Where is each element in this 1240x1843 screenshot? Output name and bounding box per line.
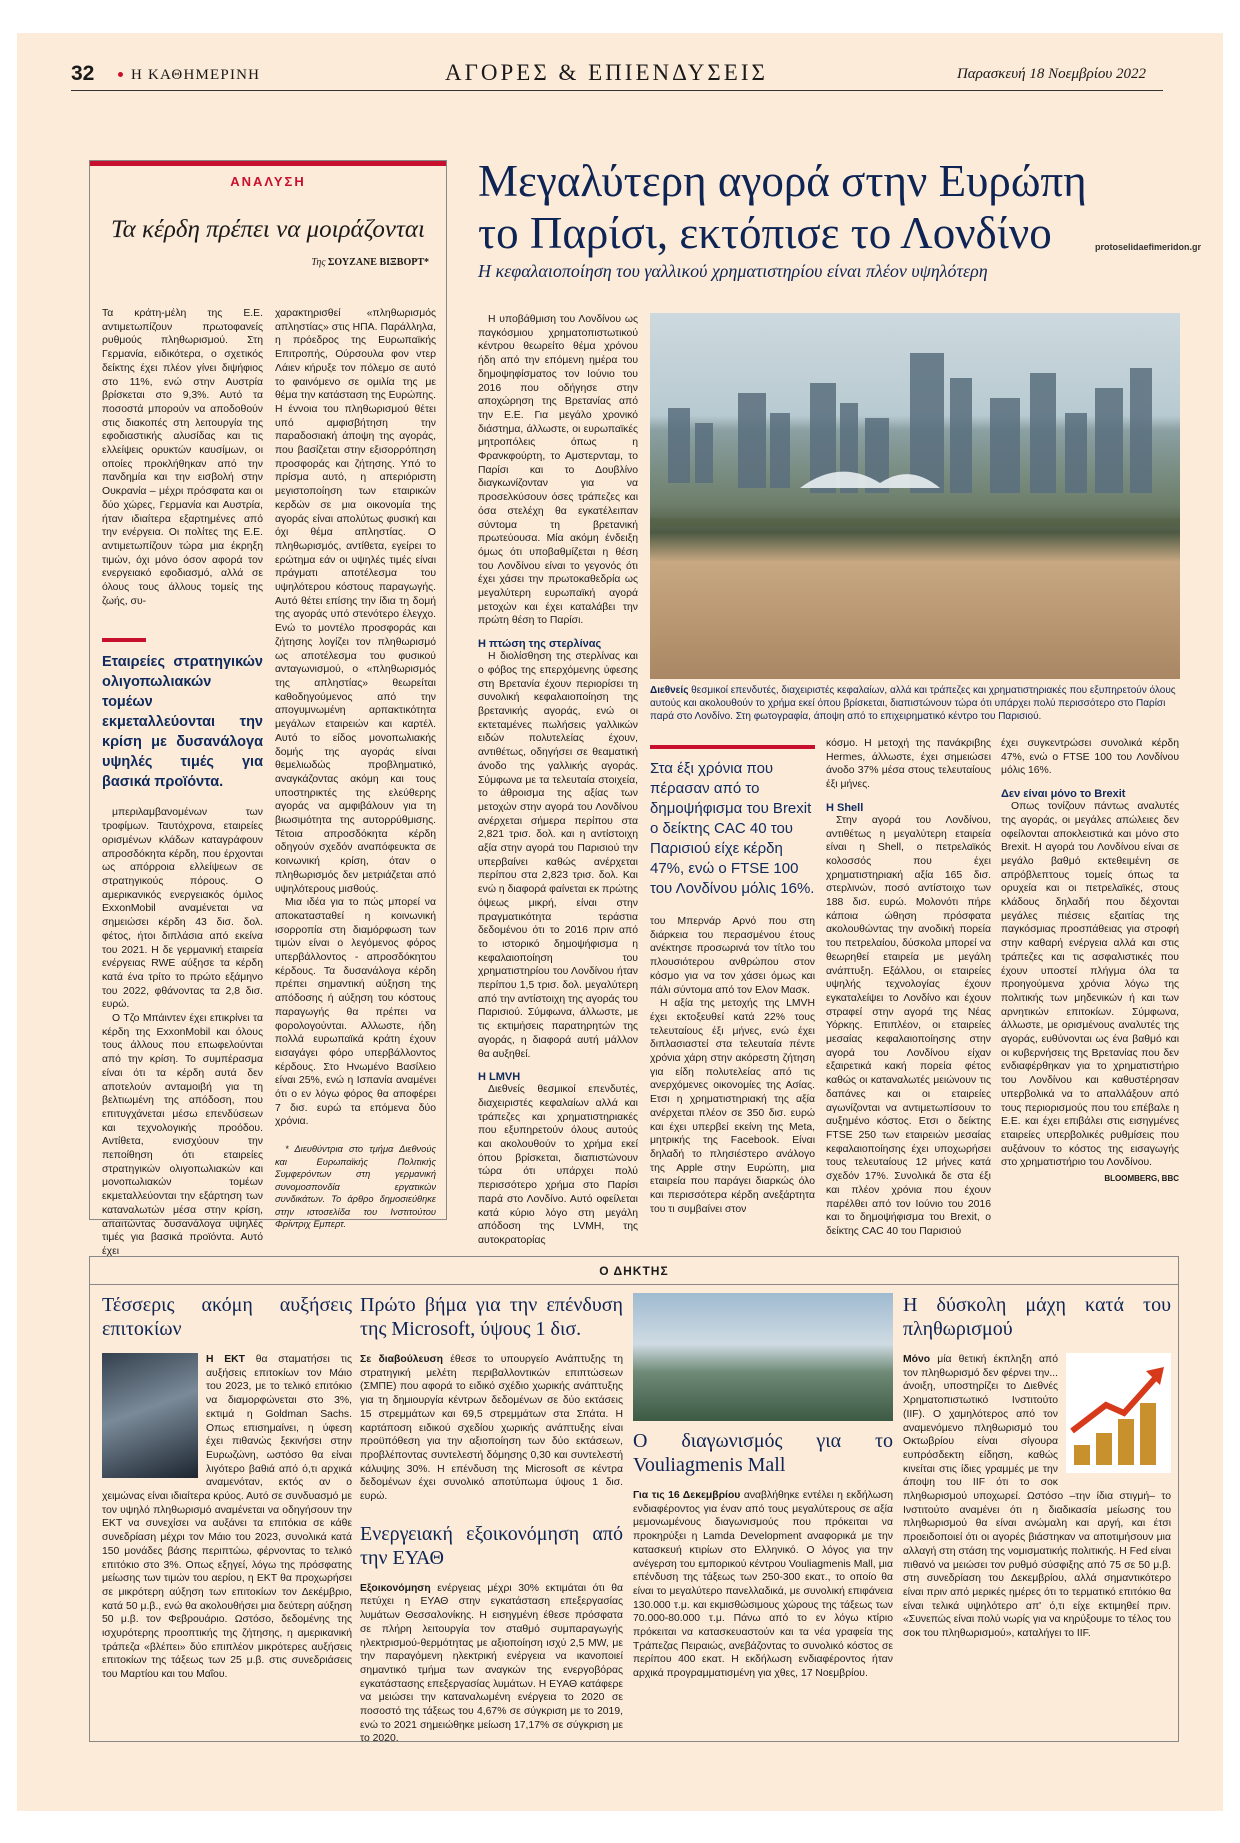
- analysis-box: [89, 160, 447, 1257]
- brief-vouliagmenis-mall: Ο διαγωνισμός για το Vouliagmenis Mall Για τις 16 Δεκεμβρίου αναβλήθηκε εντέλει η εκδήλωση ενδιαφέροντος για έναν από τους μεγαλύτερους σε αξία μεμονωμένους διαγωνισμούς που πρόκειται να προκηρύξει η Lamda Development αναφορικά με την κατασκευή κτιρίων στο Ελληνικό. Ο λόγος για την ανέγερση του εμπορικού κέντρου Vouliagmenis Mall, μια επένδυση της τάξεως των 250-300 εκατ., το οποίο θα είναι το μεγαλύτερο πανελλαδικά, με συνολική επιφάνεια 130.000 τ.μ. και εκμισθώσιμους χώρους της τάξεως των 70.000-80.000 τ.μ. Πάνω από το εν λόγω κτίριο πρόκειται να κατασκευαστούν και τα νέα γραφεία της Τράπεζας Πειραιώς, ανεβάζοντας το συνολικό κόστος σε περίπου 400 εκατ. Η εκδήλωση ενδιαφέροντος ήταν αρχικά προγραμματισμένη για χθες, 17 Νοεμβρίου.: [633, 1293, 893, 1681]
- rising-coins-arrow-icon: [1066, 1353, 1171, 1473]
- analysis-column-2: χαρακτηρισθεί «πληθωρισμός απληστίας» στις ΗΠΑ. Παράλληλα, η πρόεδρος της Ευρωπαϊκής Επιτροπής, Ούρσουλα φον ντερ Λάιεν κήρυξε τον πόλεμο σε αυτό το φαινόμενο σε ομιλία της με θέμα την κατάσταση της Ευρώπης. Η έννοια του πληθωρισμού θέτει υπό αμφισβήτηση την παραδοσιακή άποψη της αγοράς, που βασίζεται στην εξισορρόπηση προσφοράς και ζήτησης. Υπό το πρίσμα αυτό, η απεριόριστη μεγιστοποίηση των εταιρικών κερδών σε μια οικονομία της αγοράς είναι απολύτως φυσική και όχι θέμα απληστίας. Ο πληθωρισμός, αντίθετα, εγείρει το ερώτημα εάν οι υψηλές τιμές είναι πράγματι αποτέλεσμα του υψηλότερου κόστους παραγωγής. Αυτό θέτει επίσης την ίδια τη δομή της αγοράς υπό στενότερο έλεγχο. Ενώ το μοντέλο προσφοράς και ζήτησης λογίζει τον πληθωρισμό ως αποτέλεσμα του φυσικού ανταγωνισμού, ο «πληθωρισμός της απληστίας» θεωρείται καθοδηγούμενος από την απογυμνωμένη αρπακτικότητα μεγάλων εταιρειών και καρτέλ. Αυτό το είδος μονοπωλιακής δομής της αγοράς είναι θεμελιωδώς προβληματικό, αναγκάζοντας ακόμη και τους υποστηρικτές της ελεύθερης αγοράς να αμφιβάλουν για τη βιωσιμότητα της αυτορρύθμισης. Τέτοια απροσδόκητα κέρδη οδηγούν σχεδόν αναπόφευκτα σε κοινωνική κρίση, όταν ο πληθωρισμός δεν μετριάζεται από υψηλότερους μισθούς. Μια ιδέα για το πώς μπορεί να αποκατασταθεί η κοινωνική ισορροπία στη διαμόρφωση των τιμών είναι ο λεγόμενος φόρος υπερβάλλοντος - απροσδόκητου κέρδους. Τα δυσανάλογα κέρδη πρέπει σημαντική αύξηση της απόδοσης ή αύξηση του κόστους παραγωγής θα πρέπει να φορολογούνται. Αλλωστε, ήδη πολλά ευρωπαϊκά κράτη έχουν εισαγάγει φόρο υπερβάλλοντος κέρδους. Στο Ηνωμένο Βασίλειο είναι 25%, ενώ η Ισπανία αναμένει ότι ο εν λόγω φόρος θα αποφέρει 7 δισ. ευρώ τα επόμενα δύο χρόνια. * Διευθύντρια στο τμήμα Διεθνούς και Ευρωπαϊκής Πολιτικής Συμφερόντων στη γερμανική συνομοσπονδία εργατικών συνδικάτων. Το άρθρο δημοσιεύθηκε στην ιστοσελίδα του Ινστιτούτου Φρίντριχ Εμπερτ.: [275, 308, 436, 1230]
- newspaper-name: Η ΚΑΘΗΜΕΡΙΝΗ: [118, 67, 260, 84]
- header-rule: [71, 90, 1163, 91]
- source-credit: BLOOMBERG, BBC: [1104, 1174, 1179, 1184]
- source-watermark: protoselidaefimeridon.gr: [1095, 242, 1202, 252]
- main-column-4: έχει συγκεντρώσει συνολικά κέρδη 47%, ενώ ο FTSE 100 του Λονδίνου μόλις 16%. Δεν είναι μόνο το Brexit Οπως τονίζουν πάντως αναλυτές της αγοράς, οι μεγάλες απώλειες δεν οφείλονται αποκλειστικά και μόνο στο Brexit. Η αγορά του Λονδίνου είναι σε μεγάλο βαθμό εκτεθειμένη σε απρόβλεπτους τομείς όπως τα ορυχεία και οι πετρελαϊκές, στους κλάδους δηλαδή που δέχονται μεγάλες πιέσεις εξαιτίας της παγκόσμιας προσπάθειας για στροφή στην καθαρή ενέργεια αλλά και στις τράπεζες και τις ασφαλιστικές που έχουν υποστεί πλήγμα όλα τα προηγούμενα χρόνια λόγω της πολιτικής των μηδενικών ή και των αρνητικών επιτοκίων. Σύμφωνα, άλλωστε, με ορισμένους αναλυτές της αγοράς, ευθύνονται ως ένα βαθμό και οι κυβερνήσεις της Βρετανίας που δεν ενδιαφέρθηκαν για το χρηματιστήριο του Λονδίνου και καθυστέρησαν υπερβολικά να το απαλλάξουν από τους περιορισμούς που του επέβαλε η Ε.Ε. και έχει επιβάλει στις εισηγμένες εταιρείες υπερβολικές ρυθμίσεις που αυξάνουν το κόστος της εισαγωγής στο χρηματιστήριο του Λονδίνου. BLOOMBERG, BBC: [1001, 738, 1179, 1184]
- analysis-column-1: Τα κράτη-μέλη της Ε.Ε. αντιμετωπίζουν πρωτοφανείς ρυθμούς πληθωρισμού. Στη Γερμανία, ειδικότερα, ο σχετικός δείκτης έχει πλέον γίνει διψήφιος στο 11%, ενώ στην Αυστρία βρίσκεται στο 9,3%. Αυτό τα ποσοστά μπορούν να αποδοθούν στις διακοπές στη λειτουργία της εφοδιαστικής αλυσίδας και τις ελλείψεις ορυκτών καυσίμων, οι οποίες προκλήθηκαν από την πανδημία και την εισβολή στην Ουκρανία – μέχρι πρόσφατα και οι δύο χώρες, Γερμανία και Αυστρία, ήταν ιδιαίτερα εξαρτημένες από την ενέργεια. Οι πολίτες της Ε.Ε. αντιμετωπίζουν τώρα μια έκρηξη τιμών, όχι μόνο όσον αφορά τον ενεργειακό εφοδιασμό, αλλά σε όλους τους άλλους τομείς της ζωής, συ- Εταιρείες στρατηγικών ολιγοπωλιακών τομέων εκμεταλλεύονται την κρίση με δυσανάλογα υψηλές τιμές για βασικά προϊόντα. μπεριλαμβανομένων των τροφίμων. Ταυτόχρονα, εταιρείες ορισμένων κλάδων καταγράφουν απροσδόκητα κέρδη, που έρχονται ως απόρροια ελλείψεων σε στρατηγικούς πόρους. Ο αμερικανικός ενεργειακός όμιλος ExxonMobil αναμένεται να σημειώσει κέρδη 43 δισ. δολ. φέτος, ήτοι διπλάσια από εκείνα του 2021. Η δε γερμανική εταιρεία ενέργειας RWE αύξησε τα κέρδη κατά ένα τρίτο το πρώτο εξάμηνο του 2022, φθάνοντας τα 2,8 δισ. ευρώ. Ο Τζο Μπάιντεν έχει επικρίνει τα κέρδη της ExxonMobil και όλους τους άλλους που επωφελούνται από την κρίση. Το συμπέρασμα είναι ότι τα κέρδη αυτά δεν αποτελούν ανταμοιβή για τη βελτιωμένη της απόδοση, που επιτυγχάνεται μέσω επενδύσεων και τεχνολογικής προόδου. Αντίθετα, ενισχύουν την πεποίθηση ότι εταιρείες στρατηγικών ολιγοπωλιακών και μονοπωλιακών τομέων εκμεταλλεύονται την εξάρτηση των καταναλωτών μέσα στην κρίση, απαιτώντας δυσανάλογα υψηλές τιμές για βασικά προϊόντα. Αυτό έχει: [102, 308, 263, 1257]
- indicator-tag: Ο ΔΗΚΤΗΣ: [90, 1257, 1178, 1285]
- section-title: ΑΓΟΡΕΣ & ΕΠΙΕΝΔΥΣΕΙΣ: [445, 60, 768, 85]
- mall-rendering-photo: [633, 1293, 893, 1421]
- paris-skyline-photo: [650, 313, 1180, 679]
- subhead-lvmh: Η LMVH: [478, 1071, 521, 1084]
- brief-ecb-rates: Τέσσερις ακόμη αυξήσεις επιτοκίων Η ΕΚΤ θα σταματήσει τις αυξήσεις επιτοκίων τον Μάιο του 2023, με το τελικό επιτόκιο να διαμορφώνεται στο 3%, εκτιμά η Goldman Sachs. Οπως επισημαίνει, η ύφεση έχει πιθανώς ξεκινήσει στην Ευρωζώνη, ωστόσο θα είναι λιγότερο βαθιά από ό,τι αρχικά αναμενόταν, εκτός αν ο χειμώνας είναι ιδιαίτερα κρύος. Αυτό σε συνδυασμό με τον υψηλό πληθωρισμό αναμένεται να οδηγήσουν την ΕΚΤ να συνεχίσει να αυξάνει τα επιτόκια σε κάθε συνεδρίαση μέχρι τον Μάιο του 2023, συνολικά κατά 150 μονάδες βάσης περιπτώω, φέρνοντας το τελικό επιτόκιο στο 3%. Οπως εξηγεί, λόγω της πρόσφατης μείωσης των τιμών του αερίου, η ΕΚΤ θα προχωρήσει σε μικρότερη αύξηση των επιτοκίων τον Δεκέμβριο, κατά 50 μ.β., ενώ θα ακολουθήσει μια δεύτερη αύξηση 50 μ.β. τον Φεβρουάριο. Ωστόσο, δεδομένης της ισχυρότερης προοπτικής της ζήτησης, η αμερικανική τράπεζα «βλέπει» δύο επιπλέον μικρότερες αυξήσεις επιτοκίων της τάξεως των 25 μ.β. στις συνεδριάσεις του Μαρτίου και του Μαΐου.: [102, 1294, 352, 1681]
- page-header: [0, 60, 1240, 92]
- indicator-section: [89, 1256, 1179, 1745]
- brief-eyath: Εξοικονόμηση ενέργειας μέχρι 30% εκτιμάται ότι θα πετύχει η ΕΥΑΘ στην εγκατάσταση επεξεργασίας λυμάτων Θεσσαλονίκης. Η εισηγμένη έθεσε πρόσφατα σε πλήρη λειτουργία τον σταθμό συμπαραγωγής ηλεκτρισμού-θερμότητας με αξιοποίηση ισχύ 2,5 MW, με την παραγόμενη ηλεκτρική ενέργεια να ικανοποιεί σημαντικό τμήμα των αναγκών της ενεργοβόρας εγκατάστασης επεξεργασίας λυμάτων. Η ΕΥΑΘ κατάφερε να μειώσει την καταναλωμένη ενέργεια το 2020 σε ποσοστό της τάξεως του 4,67% σε σύγκριση με το 2019, ενώ το 2021 σημειώθηκε μείωση 17,17% σε σύγκριση με το 2020.: [360, 1582, 623, 1745]
- issue-date: Παρασκευή 18 Νοεμβρίου 2022: [956, 66, 1146, 82]
- photo-caption: Διεθνείς θεσμικοί επενδυτές, διαχειριστές κεφαλαίων, αλλά και τράπεζες και χρηματιστηριακές που εξυπηρετούν όλους αυτούς και ακολουθούν το χρήμα εκεί όπου βρίσκεται, διαπιστώνουν τώρα ότι υπάρχει πολύ περισσότερο στο Παρίσι παρά στο Λονδίνο. Στη φωτογραφία, άποψη από το επιχειρηματικό κέντρο του Παρισιού.: [650, 685, 1176, 722]
- subhead-sterling: Η πτώση της στερλίνας: [478, 638, 602, 651]
- brief-inflation: Η δύσκολη μάχη κατά του πληθωρισμού Μόνο μία θετική έκπληξη από τον πληθωρισμό δεν φέρνει την... άνοιξη, υποστηρίζει το Διεθνές Χρηματοπιστωτικό Ινστιτούτο (IIF). Ο χαμηλότερος από τον αναμενόμενο πληθωρισμό του Οκτωβρίου είναι σίγουρα ευπρόσδεκτη είδηση, καθώς κινείται στις ίδιες γραμμές με την άποψη του IIF ότι το σοκ πληθωρισμού υποχωρεί. Ωστόσο –την ίδια στιγμή– το Ινστιτούτο αναμένει ότι η διαδικασία μείωσης του πληθωρισμού θα είναι ανώμαλη και αργή, και έτσι προειδοποιεί ότι οι αγορές βιάστηκαν να αποτιμήσουν μια αλλαγή στη στάση της νομισματικής πολιτικής. Η Fed είναι πιθανό να μειώσει τον ρυθμό σύσφιξης από 75 σε 50 μ.β. στη συνεδρίαση του Δεκεμβρίου, αλλά σημαντικότερο είναι πριν από μερικές ημέρες ότι το τερματικό επιτόκιο θα είναι τελικά υψηλότερο απ' ό,τι είχε εκτιμηθεί πριν. «Συνεπώς είναι πολύ νωρίς για να κηρύξουμε το τέλος του σοκ του πληθωρισμού», καταλήγει το IIF.: [903, 1294, 1171, 1640]
- page-number: 32: [71, 62, 95, 85]
- main-column-1: Η υποβάθμιση του Λονδίνου ως παγκόσμιου χρηματοπιστωτικού κέντρου θεωρείτο θέμα χρόνου ήδη από την επόμενη ημέρα του δημοψηφίσματος τον Ιούνιο του 2016 που οδήγησε στην αποχώρηση της Βρετανίας από την Ε.Ε. Για μεγάλο χρονικό διάστημα, άλλωστε, οι ευρωπαϊκές μητροπόλεις όπως η Φρανκφούρτη, το Αμστερνταμ, το Παρίσι και το Δουβλίνο διαγκωνίζονταν για να προσελκύσουν όσες τράπεζες και όσα στελέχη θα εγκατέλειπαν σύντομα τη βρετανική πρωτεύουσα. Μία ακόμη ένδειξη όμως ότι υποβαθμίζεται η θέση του Λονδίνου είναι το γεγονός ότι έχει χάσει την πρωτοκαθεδρία ως μεγαλύτερη ευρωπαϊκή αγορά μετοχών και έχει καταλάβει την πρώτη θέση το Παρίσι. Η πτώση της στερλίνας Η διολίσθηση της στερλίνας και ο φόβος της επερχόμενης ύφεσης στη Βρετανία έχουν περιορίσει τη συνολική κεφαλαιοποίηση της βρετανικής αγοράς, ενώ οι εκτεταμένες πωλήσεις γαλλικών ειδών πολυτελείας έχουν, αντιθέτως, οδηγήσει σε θεαματική άνοδο της γαλλικής αγοράς. Σύμφωνα με τα τελευταία στοιχεία, το άθροισμα της αξίας των μετοχών στην αγορά του Λονδίνου ανέρχεται σήμερα περίπου στα 2,821 τρισ. δολ. και η αντίστοιχη αξία στην αγορά του Παρισιού την υπερβαίνει καθώς ανέρχεται περίπου στα 2,823 τρισ. δολ. Και ενώ η διαφορά φαίνεται εκ πρώτης όψεως μικρή, είναι στην πραγματικότητα τεράστια δεδομένου ότι το 2016 πριν από το ιστορικό δημοψήφισμα η κεφαλαιοποίηση του χρηματιστηρίου του Λονδίνου ήταν περίπου 1,5 τρισ. δολ. μεγαλύτερη από την αντίστοιχη της αγοράς του Παρισιού. Σύμφωνα, άλλωστε, με τις εκτιμήσεις παρατηρητών της αγοράς, η διαφορά αυτή μάλλον θα αυξηθεί. Η LMVH Διεθνείς θεσμικοί επενδυτές, διαχειριστές κεφαλαίων αλλά και τράπεζες και χρηματιστηριακές που εξυπηρετούν όλους αυτούς και ακολουθούν το χρήμα εκεί όπου βρίσκεται, διαπιστώνουν τώρα ότι υπάρχει πολύ περισσότερο χρήμα στο Παρίσι παρά στο Λονδίνο. Αυτό οφείλεται κατά κύριο λόγο στη μεγάλη απόδοση της LVMH, της αυτοκρατορίας: [478, 314, 638, 1246]
- main-pull-quote: Στα έξι χρόνια που πέρασαν από το δημοψήφισμα του Brexit ο δείκτης CAC 40 του Παρισιού είχε κέρδη 47%, ενώ ο FTSE 100 του Λονδίνου μόλις 16%.: [650, 745, 815, 899]
- author-note: * Διευθύντρια στο τμήμα Διεθνούς και Ευρωπαϊκής Πολιτικής Συμφερόντων στη γερμανική συνομοσπονδία εργατικών συνδικάτων. Το άρθρο δημοσιεύθηκε στην ιστοσελίδα του Ινστιτούτου Φρίντριχ Εμπερτ.: [275, 1144, 436, 1230]
- analysis-byline: Της ΣΟΥΖΑΝΕ ΒΙΞΒΟΡΤ*: [311, 257, 429, 268]
- skyline-illustration: [650, 313, 1180, 679]
- analysis-kicker: ΑΝΑΛΥΣΗ: [230, 174, 306, 189]
- subhead-brexit: Δεν είναι μόνο το Brexit: [1001, 788, 1126, 801]
- analysis-title: Τα κέρδη πρέπει να μοιράζονται: [111, 216, 425, 243]
- brief-microsoft: Πρώτο βήμα για την επένδυση της Microsoft, ύψους 1 δισ. Σε διαβούλευση έθεσε το υπουργείο Ανάπτυξης τη στρατηγική μελέτη περιβαλλοντικών επιπτώσεων (ΣΜΠΕ) που αφορά το ειδικό σχέδιο χωρικής ανάπτυξης για τη δημιουργία κέντρων δεδομένων σε δύο εκτάσεις 15 στρεμμάτων και 69,5 στρεμμάτων στα Σπάτα. Η καρτάποση ειδικού σχεδίου χωρικής ανάπτυξης είναι προϋπόθεση για την αξιοποίηση των δύο εκτάσεων, προβλέποντας συντελεστή δόμησης 0,30 και συντελεστή κάλυψης 30%. Η επένδυση της Microsoft σε κέντρα δεδομένων έχει συνολικό αποτύπωμα ύψους 1 δισ. ευρώ. Ενεργειακή εξοικονόμηση από την ΕΥΑΘ Εξοικονόμηση ενέργειας μέχρι 30% εκτιμάται ότι θα πετύχει η ΕΥΑΘ στην εγκατάσταση επεξεργασίας λυμάτων Θεσσαλονίκης. Η εισηγμένη έθεσε πρόσφατα σε πλήρη λειτουργία τον σταθμό συμπαραγωγής ηλεκτρισμού-θερμότητας με αξιοποίηση ισχύ 2,5 MW, με την παραγόμενη ηλεκτρική ενέργεια να ικανοποιεί σημαντικό τμήμα των αναγκών της ενεργοβόρας εγκατάστασης επεξεργασίας λυμάτων. Η ΕΥΑΘ κατάφερε να μειώσει την καταναλωμένη ενέργεια το 2020 σε ποσοστό της τάξεως του 4,67% σε σύγκριση με το 2019, ενώ το 2021 σημειώθηκε μείωση 17,17% σε σύγκριση με το 2020.: [360, 1294, 623, 1745]
- main-column-2: του Μπερνάρ Αρνό που στη διάρκεια του περασμένου έτους ανέκτησε προσωρινά τον τίτλο του πλουσιότερου ανθρώπου στον κόσμο για να τον χάσει όμως και πάλι σύντομα από τον Ελον Μασκ. Η αξία της μετοχής της LMVH έχει εκτοξευθεί κατά 22% τους τελευταίους έξι μήνες, ενώ έχει διπλασιαστεί στα τελευταία πέντε χρόνια χάρη στην ακόρεστη ζήτηση για είδη πολυτελείας από τις ανερχόμενες οικονομίες της Ασίας. Ετσι η χρηματιστηριακή της αξία ανέρχεται πλέον σε 350 δισ. ευρώ και έχει υπερβεί εκείνη της Meta, μητρικής της Facebook. Είναι δηλαδή το πλησιέστερο ανάλογο της Apple στην Ευρώπη, μια εταιρεία που παράγει διαρκώς όλο και περισσότερα κέρδη ανεξάρτητα του τι συμβαίνει στον: [650, 916, 815, 1215]
- main-column-3: κόσμο. Η μετοχή της πανάκριβης Hermes, άλλωστε, έχει σημειώσει άνοδο 37% μέσα στους τελευταίους έξι μήνες. Η Shell Στην αγορά του Λονδίνου, αντιθέτως η μεγαλύτερη εταιρεία είναι η Shell, ο πετρελαϊκός κολοσσός που έχει χρηματιστηριακή αξία 165 δισ. στερλινών, ποσό αντίστοιχο των 188 δισ. ευρώ. Μολονότι πήρε κάποια ώθηση πρόσφατα ακολουθώντας την ανοδική πορεία του πετρελαίου, δύσκολα μπορεί να θεωρηθεί εταιρεία με μεγάλη ανάπτυξη. Εξάλλου, οι εταιρείες υψηλής τεχνολογίας έχουν εγκαταλείψει το Λονδίνο και έχουν στραφεί στην αγορά της Νέας Υόρκης. Επιπλέον, οι εταιρείες μεσαίας κεφαλαιοποίησης στην αγορά του Λονδίνου είχαν εξαιρετικά κακή πορεία φέτος καθώς οι καταναλωτές μειώνουν τις δαπάνες και οι εταιρείες αγωνίζονται να αντιμετωπίσουν το αυξημένο κόστος. Ετσι ο δείκτης FTSE 250 των εταιρειών μεσαίας κεφαλαιοποίησης έχει υποχωρήσει τους τελευταίους 12 μήνες κατά σχεδόν 17%. Συνολικά δε στα έξι και πλέον χρόνια που έχουν παρέλθει από τον Ιούνιο του 2016 και το δημοψήφισμα του Brexit, ο δείκτης CAC 40 του Παρισιού: [826, 738, 991, 1237]
- analysis-accent-bar: [90, 161, 446, 166]
- brief-eyath-title: Ενεργειακή εξοικονόμηση από την ΕΥΑΘ: [360, 1522, 623, 1569]
- analysis-pull-quote: Εταιρείες στρατηγικών ολιγοπωλιακών τομέων εκμεταλλεύονται την κρίση με δυσανάλογα υψηλές τιμές για βασικά προϊόντα.: [102, 628, 263, 792]
- bullet-dot-icon: [118, 72, 123, 77]
- main-deck: Η κεφαλαιοποίηση του γαλλικού χρηματιστηρίου είναι πλέον υψηλότερη: [478, 261, 988, 281]
- main-headline: Μεγαλύτερη αγορά στην Ευρώπη το Παρίσι, εκτόπισε το Λονδίνο: [478, 156, 1087, 258]
- goldman-sachs-photo: [102, 1353, 198, 1478]
- subhead-shell: Η Shell: [826, 801, 864, 814]
